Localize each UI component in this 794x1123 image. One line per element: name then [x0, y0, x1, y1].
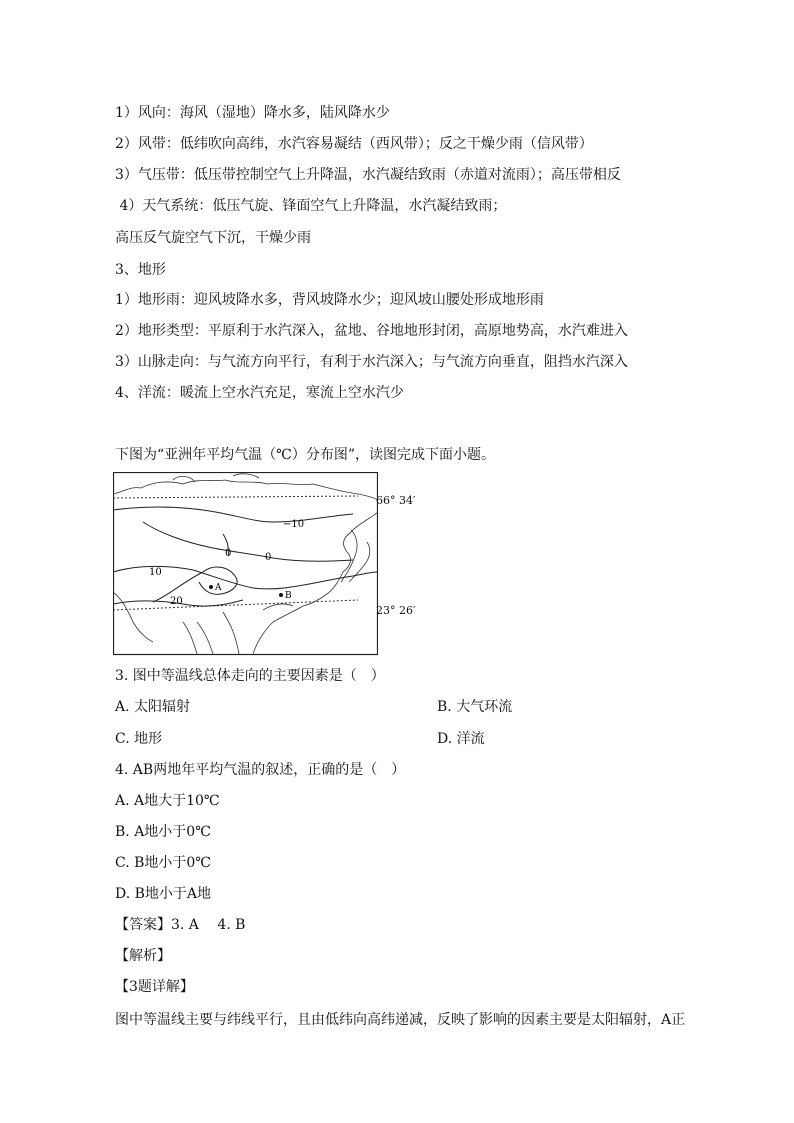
q4-option-b: B. A地小于0℃	[115, 824, 211, 840]
text-line: 1）地形雨：迎风坡降水多，背风坡降水少；迎风坡山腰处形成地形雨	[115, 292, 544, 308]
point-a-label: A	[215, 583, 222, 593]
question-4-stem: 4. AB两地年平均气温的叙述，正确的是（ ）	[115, 762, 406, 778]
detail-text: 图中等温线主要与纬线平行，且由低纬向高纬递减，反映了影响的因素主要是太阳辐射，A正	[115, 1012, 686, 1028]
text-line: 高压反气旋空气下沉，干燥少雨	[115, 230, 311, 246]
text-line: 4）天气系统：低压气旋、锋面空气上升降温，水汽凝结致雨；	[115, 198, 507, 214]
q3-option-a: A. 太阳辐射	[115, 699, 191, 715]
detail-label: 【3题详解】	[115, 979, 194, 995]
text-line: 3）气压带：低压带控制空气上升降温，水汽凝结致雨（赤道对流雨）；高压带相反	[115, 167, 621, 183]
q3-option-d: D. 洋流	[437, 731, 485, 747]
q3-option-c: C. 地形	[115, 731, 163, 747]
point-b-marker	[279, 593, 283, 597]
point-a-marker	[209, 585, 213, 589]
text-line: 2）地形类型：平原利于水汽深入，盆地、谷地地形封闭，高原地势高，水汽难进入	[115, 323, 628, 339]
isotherm-label: 10	[149, 567, 162, 578]
answer-line: 【答案】3. A 4. B	[115, 917, 246, 933]
latitude-label-bottom: 23° 26′	[376, 604, 416, 617]
section-heading: 3、地形	[115, 262, 166, 278]
isotherm-label: 0	[225, 548, 232, 559]
isotherm-label: 0	[265, 552, 272, 563]
isotherm-label: −10	[283, 519, 305, 530]
point-b-label: B	[285, 591, 292, 601]
asia-temperature-map	[113, 472, 378, 656]
text-line: 1）风向：海风（湿地）降水多，陆风降水少	[115, 105, 390, 121]
q4-option-c: C. B地小于0℃	[115, 855, 211, 871]
q4-option-d: D. B地小于A地	[115, 886, 212, 902]
latitude-label-top: 66° 34′	[376, 494, 416, 507]
text-line: 2）风带：低纬吹向高纬，水汽容易凝结（西风带）；反之干燥少雨（信风带）	[115, 136, 593, 152]
text-line: 3）山脉走向：与气流方向平行，有利于水汽深入；与气流方向垂直，阻挡水汽深入	[115, 354, 628, 370]
question-3-stem: 3. 图中等温线总体走向的主要因素是（ ）	[115, 668, 385, 684]
q3-option-b: B. 大气环流	[437, 699, 513, 715]
question-intro: 下图为“亚洲年平均气温（℃）分布图”，读图完成下面小题。	[115, 447, 495, 463]
isotherm-label: 20	[170, 596, 183, 607]
q4-option-a: A. A地大于10℃	[115, 793, 220, 809]
text-line: 4、洋流：暖流上空水汽充足，寒流上空水汽少	[115, 385, 404, 401]
analysis-label: 【解析】	[115, 948, 171, 964]
